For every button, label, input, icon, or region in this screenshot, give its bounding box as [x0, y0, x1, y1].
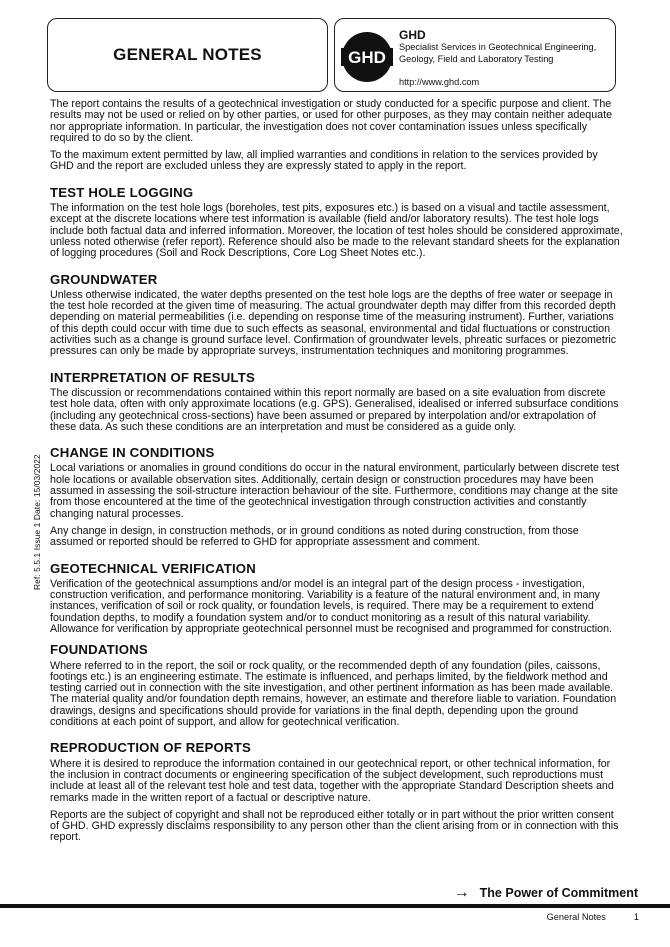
section-paragraph: Any change in design, in construction methods, or in ground conditions as noted during construction, from those assumed or reported should be referred to GHD for appropriate assessment and comment.: [50, 524, 579, 549]
page-title: GENERAL NOTES: [113, 45, 262, 64]
section-heading-geotechnical-verification: GEOTECHNICAL VERIFICATION: [50, 560, 256, 576]
section-paragraph: The information on the test hole logs (boreholes, test pits, exposures etc.) is based on a visual and tactile assessment, except at the discrete locations where test information is available (field and/or laboratory results). The test hole logs include both factual data and inferred information. Moreover, the location of test holes should be considered approximate, unless noted otherwise (refer report). Reference should also be made to the relevant standard sheets for the explanation of logging procedures (Soil and Rock Descriptions, Core Log Sheet Notes etc.).: [50, 202, 623, 260]
tagline: [454, 884, 638, 902]
title-box: [47, 18, 328, 92]
section-heading-interpretation: INTERPRETATION OF RESULTS: [50, 369, 256, 385]
footer-label: General Notes: [546, 912, 606, 922]
notes-content: [50, 99, 624, 850]
intro-paragraph: The report contains the results of a geotechnical investigation or study conducted for a specific purpose and client. The results may not be used or relied on by other parties, or used for other purposes, as they may contain neither adequate nor appropriate information. In particular, the investigation does not cover contamination issues unless specifically required to do so by the client.: [50, 98, 613, 144]
brand-url[interactable]: http://www.ghd.com: [399, 77, 480, 87]
section-heading-test-hole-logging: TEST HOLE LOGGING: [50, 184, 194, 200]
section-heading-groundwater: GROUNDWATER: [50, 271, 158, 287]
section-heading-change-in-conditions: CHANGE IN CONDITIONS: [50, 445, 215, 461]
section-paragraph: Local variations or anomalies in ground conditions do occur in the natural environment, particularly between discrete test hole locations or available observation sites. Additionally, certain design or construction procedures may have been assumed in assessing the soil-structure interaction behaviour of the site. Furthermore, conditions may change at the site from those encountered at the time of the geotechnical investigation through construction activities and constantly changing natural processes.: [50, 462, 620, 520]
footer: [547, 912, 639, 922]
intro-paragraph: To the maximum extent permitted by law, all implied warranties and conditions in relation to the services provided by GHD and the report are excluded unless they are expressly stated to apply in the report.: [50, 149, 598, 173]
section-heading-reproduction: REPRODUCTION OF REPORTS: [50, 740, 251, 756]
brand-box: [334, 18, 616, 92]
footer-rule: [0, 904, 670, 908]
logo-text: GHD: [348, 48, 386, 67]
arrow-right-icon: →: [453, 884, 470, 901]
section-paragraph: Unless otherwise indicated, the water depths presented on the test hole logs are the depths of free water or seepage in the test hole recorded at the given time of measuring. The actual groundwater depth may differ from this recorded depth depending on material permeabilities (i.e. depending on response time of the measuring instrument). Further, variations of this depth could occur with time due to such effects as seasonal, environmental and tidal fluctuations or construction activities such as a change is ground surface level. Confirmation of groundwater levels, phreatic surfaces or piezometric pressures can only be made by appropriate surveys, instrumentation techniques and monitoring programmes.: [50, 288, 617, 358]
section-paragraph: Where it is desired to reproduce the information contained in our geotechnical report, or other technical information, for the inclusion in contract documents or engineering specification of the subject development, such reproductions must include at least all of the relevant test hole and test data, together with the appropriate Standard Description sheets and remarks made in the written report of a factual or descriptive nature.: [50, 757, 614, 804]
section-paragraph: Verification of the geotechnical assumptions and/or model is an integral part of the design process - investigation, construction verification, and performance monitoring. Variability is a feature of the natural environment and, in many instances, verification of soil or rock quality, or foundation levels, is required. There may be a requirement to extend foundation depths, to modify a foundation system and/or to conduct monitoring as a result of this natural variability. Allowance for verification by appropriate geotechnical personnel must be recognised and programmed for construction.: [50, 577, 612, 635]
section-paragraph: Where referred to in the report, the soil or rock quality, or the recommended depth of any foundation (piles, caissons, footings etc.) is an engineering estimate. The estimate is influenced, and perhaps limited, by the fieldwork method and testing carried out in connection with the site investigation, and other pertinent information as has been made available. The material quality and/or foundation depth remains, however, an estimate and therefore liable to variation. Foundation drawings, designs and specifications should provide for variations in the final depth, depending upon the ground conditions at each point of support, and allow for geotechnical verification.: [50, 659, 617, 729]
brand-description: Specialist Services in Geotechnical Engineering, Geology, Field and Laboratory Testing: [399, 42, 597, 64]
page-number: 1: [633, 912, 639, 922]
section-paragraph: The discussion or recommendations contained within this report normally are based on a site evaluation from discrete test hole data, often with only approximate locations (e.g. GPS). Generalised, idealised or inferred subsurface conditions (including any geotechnical cross-sections) have been assumed or prepared by interpolation and/or extrapolation of these data. As such these conditions are an interpretation and must be considered as a guide only.: [50, 386, 619, 433]
section-heading-foundations: FOUNDATIONS: [50, 642, 148, 658]
section-paragraph: Reports are the subject of copyright and shall not be reproduced either totally or in part without the prior written consent of GHD. GHD expressly disclaims responsibility to any person other than the client arising from or in connection with this report.: [50, 808, 619, 844]
ghd-logo: [341, 31, 393, 83]
tagline-text: The Power of Commitment: [479, 886, 638, 900]
side-reference: Ref: 5.5.1 Issue 1 Date: 15/03/2022: [32, 454, 42, 590]
brand-name: GHD: [399, 28, 426, 42]
